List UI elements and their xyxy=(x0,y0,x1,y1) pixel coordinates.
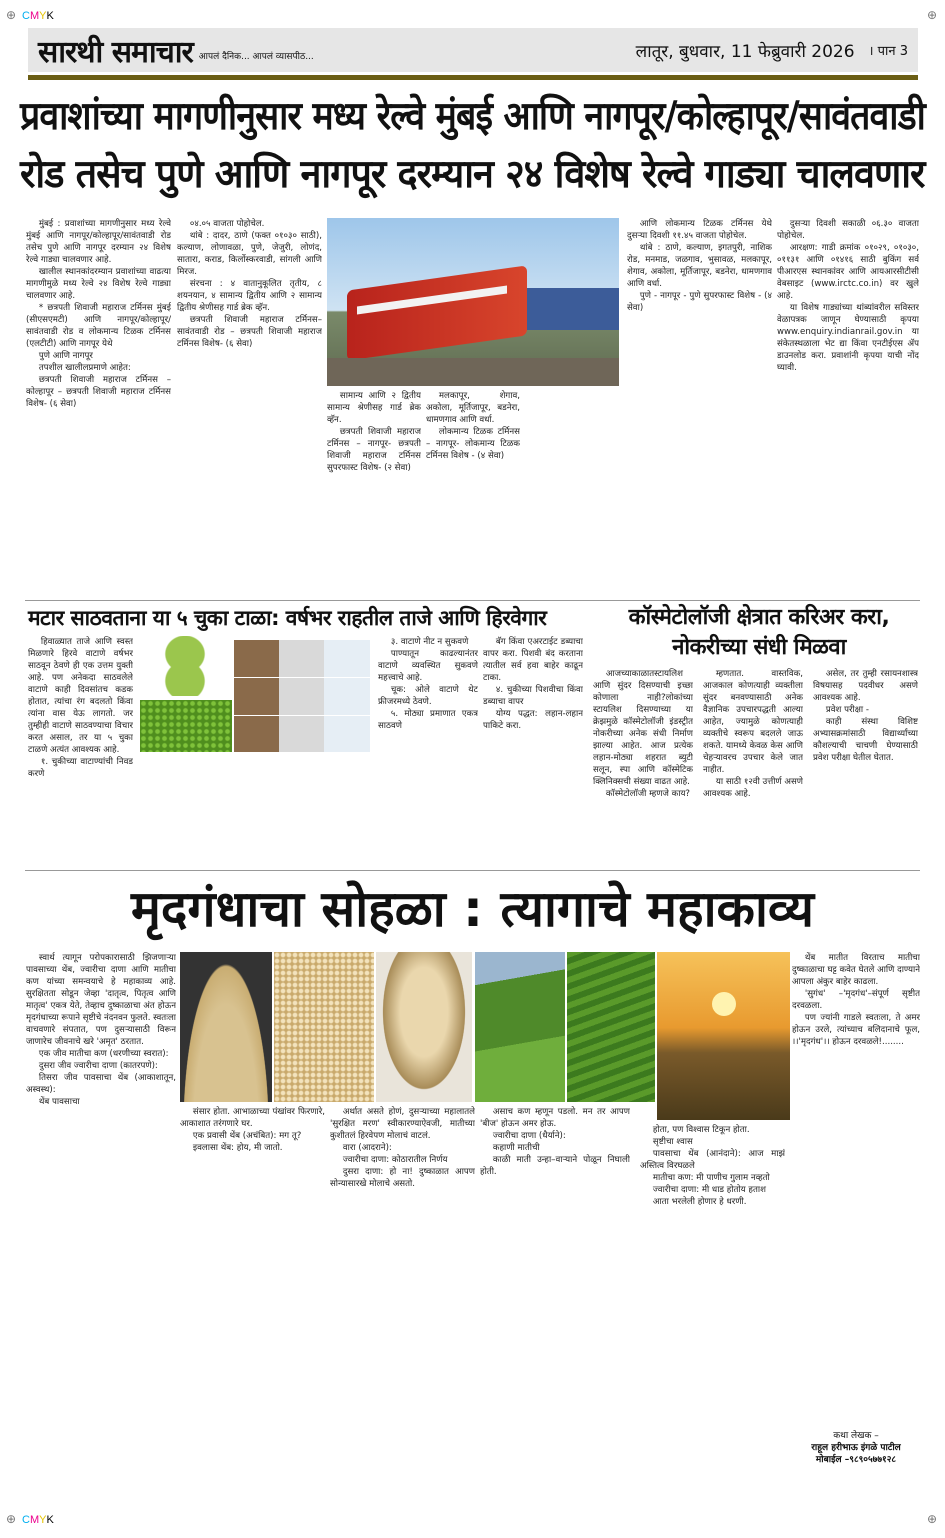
paragraph: होता, पण विश्वास टिकून होता. xyxy=(652,1125,750,1135)
rail-column-4 xyxy=(426,390,520,594)
peas-column-2 xyxy=(378,636,478,864)
rail-column-1 xyxy=(26,218,171,590)
paragraph: एक जीव मातीचा कण (धरणीच्या स्वरात): xyxy=(38,1049,169,1059)
farmer-paddy-photo xyxy=(567,952,655,1102)
paragraph: तपशील खालीलप्रमाणे आहेत: xyxy=(38,363,131,373)
paragraph: पुणे - नागपूर - पुणे सुपरफास्ट विशेष - (४ सेवा) xyxy=(627,291,772,313)
paragraph: थेंब मातीत विरताच मातीचा दुष्काळाचा घट्ट कवेत घेतले आणि दाण्याने आपला अंकुर बाहेर काढला. xyxy=(792,953,920,987)
paragraph: आजच्याकाळातस्टायलिश आणि सुंदर दिसण्याची इच्छा कोणाला नाही?लोकांच्या स्टायलिश दिसण्याच्या या क्रेझमुळे कॉस्मेटोलॉजी इंडस्ट्रीत नोकरीच्या अनेक संधी निर्माण झाल्या आहेत. आज प्रत्येक लहान-मोठ्या शहरात ब्युटी सलून, स्पा आणि कॉस्मेटिक क्लिनिक्सची संख्या वाढत आहे. xyxy=(593,669,693,787)
paragraph: ५. मोठ्या प्रमाणात एकत्र साठवणे xyxy=(378,709,478,731)
paragraph: असेल, तर तुम्ही रसायनशास्त्र विषयासह पदवीधर असणे आवश्यक आहे. xyxy=(813,669,918,703)
cosmetology-headline xyxy=(598,603,920,663)
paragraph: दुसरा जीव ज्वारीचा दाणा (कातरपणे): xyxy=(38,1061,158,1071)
paragraph: थांबे : ठाणे, कल्याण, इगतपुरी, नाशिक रोड, मनमाड, जळगाव, भुसावळ, मलकापूर, शेगाव, अकोला, मूर्तिजापूर, बडनेरा, धामणगाव आणि वर्धा. xyxy=(627,243,772,289)
paragraph: ४. चुकीच्या पिशवीचा किंवा डब्याचा वापर xyxy=(483,685,583,707)
cmyk-mark-bottom: CMYK xyxy=(22,1514,54,1526)
paragraph: तिसरा जीव पावसाचा थेंब (आकाशातून, अस्वस्थ): xyxy=(26,1073,176,1095)
peas-column-1c xyxy=(255,756,370,864)
paragraph: मलकापूर, शेगाव, अकोला, मूर्तिजापूर, बडनेरा, धामणगाव आणि वर्धा. xyxy=(426,391,520,425)
cmyk-mark-top: CMYK xyxy=(22,10,54,22)
paragraph: मातीचा कण: मी पाणीच गुलाम नव्हतो xyxy=(652,1173,770,1183)
story-column-2 xyxy=(180,1106,325,1502)
paragraph: ०४.०५ वाजता पोहोचेल. xyxy=(189,219,265,229)
paragraph: लोकमान्य टिळक टर्मिनस – नागपूर- लोकमान्य टिळक टर्मिनस विशेष - (४ सेवा) xyxy=(426,427,520,461)
cosmetology-headline-row-1 xyxy=(598,603,920,633)
page-number: । पान 3 xyxy=(868,44,908,59)
paragraph: थेंब पावसाचा xyxy=(38,1097,80,1107)
registration-mark-left: ⊕ xyxy=(6,8,17,22)
paragraph: पुणे आणि नागपूर xyxy=(38,351,93,361)
story-column-1 xyxy=(26,952,176,1504)
paragraph: काही संस्था विशिष्ट अभ्यासक्रमांसाठी विद्यार्थ्यांच्या कौशल्याची चाचणी घेण्यासाठी प्रवेश परीक्षा घेतील घेतात. xyxy=(813,717,918,763)
paragraph: आरक्षण: गाडी क्रमांक ०१०२९, ०१०३०, ०११३१ आणि ०१४१६ साठी बुकिंग सर्व पीआरएस स्थानकांवर आणि आयआरसीटीसी वेबसाइट (www.irctc.co.in) वर खुले आहे. xyxy=(777,243,919,301)
paragraph: सृष्टीचा श्वास xyxy=(652,1137,693,1147)
paragraph: ज्वारीचा दाणा (धैर्याने): xyxy=(492,1131,566,1141)
story-column-5 xyxy=(640,1124,785,1496)
author-label: कथा लेखक – xyxy=(833,1431,879,1441)
paragraph: १. चुकीच्या वाटाण्यांची निवड करणे xyxy=(28,757,133,779)
paragraph: इवलासा थेंब: होय, मी जातो. xyxy=(192,1143,283,1153)
paragraph: असाच कण म्हणून पडलो. मन तर आपण 'बीज' होऊन अमर होऊ. xyxy=(480,1107,630,1129)
paragraph: स्वार्थ त्यागून परोपकारासाठी झिजणाऱ्या पावसाच्या थेंब, ज्वारीचा दाणा आणि मातीचा कण यांच्या समन्वयाचे हे महाकाव्य आहे. सुरक्षितता सोडून जेव्हा 'दातृत्व, पितृत्व आणि मातृत्व' एकत्र येते, तेव्हाच दुष्काळाचा अंत होऊन मृदगंधाच्या रूपाने सृष्टीचे नंदनवन फुलते. स्वतःला वाचवणारे संपतात, पण दुसऱ्यासाठी विरून जाणारेच जीवनाचे खरे 'अमृत' ठरतात. xyxy=(26,953,176,1047)
paragraph: या विशेष गाड्यांच्या थांब्यांवरील सविस्तर वेळापत्रक जाणून घेण्यासाठी कृपया www.enquiry.indianrail.gov.in या संकेतस्थळाला भेट द्या किंवा एनटीईएस ॲप डाउनलोड करा. प्रवाशांनी कृपया याची नोंद घ्यावी. xyxy=(777,303,919,373)
divider xyxy=(25,870,920,871)
paragraph: या साठी १२वी उत्तीर्ण असणे आवश्यक आहे. xyxy=(703,777,803,799)
sunset-seedling-photo xyxy=(657,952,790,1120)
sorghum-grains-photo xyxy=(274,952,374,1102)
pea-pods-photo xyxy=(140,636,230,696)
paragraph: संरचना : ४ वातानुकूलित तृतीय, ८ शयनयान, ४ सामान्य द्वितीय आणि २ सामान्य द्वितीय श्रेणीसह गार्ड ब्रेक व्हॅन. xyxy=(177,279,322,313)
field-photo xyxy=(475,952,565,1102)
flour-photo xyxy=(180,952,272,1102)
paragraph: वारा (आदराने): xyxy=(342,1143,392,1153)
cosmetology-headline-row-2 xyxy=(598,633,920,663)
story-headline-line xyxy=(20,878,925,940)
paragraph: योग्य पद्धत: लहान-लहान पाकिटे करा. xyxy=(483,709,583,731)
paragraph: म्हणतात. वास्तविक, आजकाल कोणत्याही व्यक्तीला सुंदर बनवण्यासाठी अनेक वैज्ञानिक उपचारपद्धती आल्या आहेत, ज्यामुळे कोणत्याही व्यक्तीचे स्वरूप बदलले जाऊ शकते. यामध्ये केवळ केस आणि चेहऱ्यावरच उपचार केले जात नाहीत. xyxy=(703,669,803,775)
peas-column-1b xyxy=(140,756,250,864)
headline-line-2-row xyxy=(20,146,925,204)
story-column-4 xyxy=(480,1106,630,1502)
paragraph: आता भरलेली होणार हे धरणी. xyxy=(652,1197,747,1207)
cosmetology-column-2 xyxy=(703,668,803,860)
author-mobile: मोबाईल –९८९०५७७१२८ xyxy=(815,1455,897,1465)
paragraph: * छत्रपती शिवाजी महाराज टर्मिनस मुंबई (सीएसएमटी) आणि नागपूर/कोल्हापूर/सावंतवाडी रोड व लोकमान्य टिळक टर्मिनस (एलटीटी) आणि नागपूर येथे xyxy=(26,303,171,349)
rail-column-3 xyxy=(327,390,421,594)
headline-line-1: प्रवाशांच्या मागणीनुसार मध्य रेल्वे मुंबई आणि नागपूर/कोल्हापूर/सावंतवाडी xyxy=(20,94,925,139)
rail-column-5a xyxy=(525,390,619,594)
rail-headline xyxy=(20,88,925,204)
newspaper-name: सारथी समाचार xyxy=(38,34,193,70)
headline-line-1-row xyxy=(20,88,925,146)
paragraph: पावसाचा थेंब (आनंदाने): आज माझं अस्तित्व विरघळले xyxy=(640,1149,785,1171)
peas-headline-line xyxy=(28,603,588,633)
paragraph: मुंबई : प्रवाशांच्या मागणीनुसार मध्य रेल्वे मुंबई आणि नागपूर/कोल्हापूर/सावंतवाडी रोड तसेच पुणे आणि नागपूर दरम्यान २४ विशेष रेल्वे गाड्या चालवणार आहे. xyxy=(26,219,171,265)
grain-sack-photo xyxy=(376,952,472,1102)
paragraph: पाण्यातून काढल्यानंतर वाटाणे व्यवस्थित सुकवणे महत्त्वाचे आहे. xyxy=(378,649,478,683)
divider xyxy=(25,600,920,601)
paragraph: चूक: ओले वाटाणे थेट फ्रीजरमध्ये ठेवणे. xyxy=(378,685,478,707)
rail-column-6 xyxy=(777,218,919,590)
paragraph: प्रवेश परीक्षा - xyxy=(825,705,869,715)
story-headline-row xyxy=(20,878,925,940)
paragraph: दुसऱ्या दिवशी सकाळी ०६.३० वाजता पोहोचेल. xyxy=(777,219,919,241)
cosmetology-column-1 xyxy=(593,668,693,860)
paragraph: अर्थात असते होणं, दुसऱ्याच्या महालातले 'सुरक्षित मरण' स्वीकारण्याऐवजी, मातीच्या कुशीतलं हिरवेपण मोलाचं वाटलं. xyxy=(330,1107,475,1141)
tagline: आपलं दैनिक... आपलं व्यासपीठ... xyxy=(198,51,314,62)
paragraph: छत्रपती शिवाजी महाराज टर्मिनस – नागपूर- छत्रपती शिवाजी महाराज टर्मिनस सुपरफास्ट विशेष- (२ सेवा) xyxy=(327,427,421,473)
registration-mark-right: ⊕ xyxy=(926,8,937,22)
paragraph: सामान्य आणि २ द्वितीय सामान्य श्रेणीसह गार्ड ब्रेक व्हॅन. xyxy=(327,391,421,425)
paragraph: 'सुगंध' –'मृदगंध'–संपूर्ण सृष्टीत दरवळला. xyxy=(792,989,920,1011)
story-column-6 xyxy=(792,952,920,1420)
paragraph: बॅग किंवा एअरटाईट डब्याचा वापर करा. पिशवी बंद करताना त्यातील सर्व हवा बाहेर काढून टाका. xyxy=(483,637,583,683)
paragraph: एक प्रवासी थेंब (अचंबित): मग तू? xyxy=(192,1131,302,1141)
cosmetology-column-3 xyxy=(813,668,918,860)
paragraph: कॉस्मेटोलॉजी म्हणजे काय? xyxy=(605,789,690,799)
paragraph: थांबे : दादर, ठाणे (फक्त ०१०३० साठी), कल्याण, लोणावळा, पुणे, जेजुरी, लोणंद, सातारा, कराड, किर्लोस्करवाडी, सांगली आणि मिरज. xyxy=(177,231,322,277)
masthead-rule xyxy=(28,75,918,80)
story-column-3 xyxy=(330,1106,475,1502)
paragraph: आणि लोकमान्य टिळक टर्मिनस येथे दुसऱ्या दिवशी ११.४५ वाजता पोहोचेल. xyxy=(627,219,772,241)
rail-column-5 xyxy=(627,218,772,590)
paragraph: ज्वारीचा दाणा: मी धाड होतोय हताश xyxy=(652,1185,766,1195)
peas-column-3 xyxy=(483,636,583,864)
paragraph: पण ज्यांनी गाडले स्वतःला, ते अमर होऊन उरले, त्यांच्याच बलिदानाचे फूल, ।।'मृदगंध'।। होऊन दरवळले!........ xyxy=(792,1013,920,1047)
registration-mark-bottom-left: ⊕ xyxy=(6,1512,17,1526)
green-peas-photo xyxy=(140,700,232,752)
paragraph: संसार होता. आभाळाच्या पंखांवर फिरणारे, आकाशात तरंगणारे घर. xyxy=(180,1107,325,1129)
train-photo xyxy=(327,218,619,386)
paragraph: ज्वारीचा दाणा: कोठारातील निर्णय xyxy=(342,1155,448,1165)
story-headline: मृदगंधाचा सोहळा : त्यागाचे महाकाव्य xyxy=(130,880,815,938)
cosmetology-headline-1: कॉस्मेटोलॉजी क्षेत्रात करिअर करा, xyxy=(628,605,890,630)
paragraph: कहाणी मातीची xyxy=(492,1143,540,1153)
pea-storage-steps-photo xyxy=(234,640,370,752)
paragraph: हिवाळ्यात ताजे आणि स्वस्त मिळणारे हिरवे वाटाणे वर्षभर साठवून ठेवणे ही एक उत्तम युक्ती आहे. पण अनेकदा साठवलेले वाटाणे काही दिवसांतच कडक होतात, त्यांचा रंग बदलतो किंवा त्यांना वास येऊ लागतो. जर तुम्हीही वाटाणे साठवण्याचा विचार करत असाल, तर या ५ चुका टाळणे अत्यंत आवश्यक आहे. xyxy=(28,637,133,755)
headline-line-2: रोड तसेच पुणे आणि नागपूर दरम्यान २४ विशेष रेल्वे गाड्या चालवणार xyxy=(20,152,925,197)
paragraph: दुसरा दाणा: हो ना! दुष्काळात आपण सोन्यासारखे मोलाचे असतो. xyxy=(330,1167,475,1189)
rail-column-2 xyxy=(177,218,322,590)
dateline: लातूर, बुधवार, 11 फेब्रुवारी 2026 xyxy=(635,41,855,62)
paragraph: छत्रपती शिवाजी महाराज टर्मिनस–सावंतवाडी रोड – छत्रपती शिवाजी महाराज टर्मिनस विशेष- (६ सेवा) xyxy=(177,315,322,349)
peas-column-1 xyxy=(28,636,133,864)
paragraph: ३. वाटाणे नीट न सुकवणे xyxy=(390,637,469,647)
peas-headline-row xyxy=(28,603,588,633)
registration-mark-bottom-right: ⊕ xyxy=(926,1512,937,1526)
cosmetology-headline-2: नोकरीच्या संधी मिळवा xyxy=(672,635,846,660)
paragraph: छत्रपती शिवाजी महाराज टर्मिनस – कोल्हापूर – छत्रपती शिवाजी महाराज टर्मिनस विशेष- (६ सेवा) xyxy=(26,375,171,409)
author-name: राहूल हरीभाऊ इंगळे पाटील xyxy=(811,1443,901,1453)
paragraph: खालील स्थानकांदरम्यान प्रवाशांच्या वाढत्या मागणीमुळे मध्य रेल्वे २४ विशेष रेल्वे गाड्या चालवणार आहे. xyxy=(26,267,171,301)
author-block xyxy=(792,1430,920,1466)
paragraph: काळी माती उन्हा–वाऱ्याने पोळून निघाली होती. xyxy=(480,1155,630,1177)
peas-headline: मटार साठवताना या ५ चुका टाळा: वर्षभर राहतील ताजे आणि हिरवेगार xyxy=(28,606,547,630)
masthead xyxy=(28,28,918,72)
